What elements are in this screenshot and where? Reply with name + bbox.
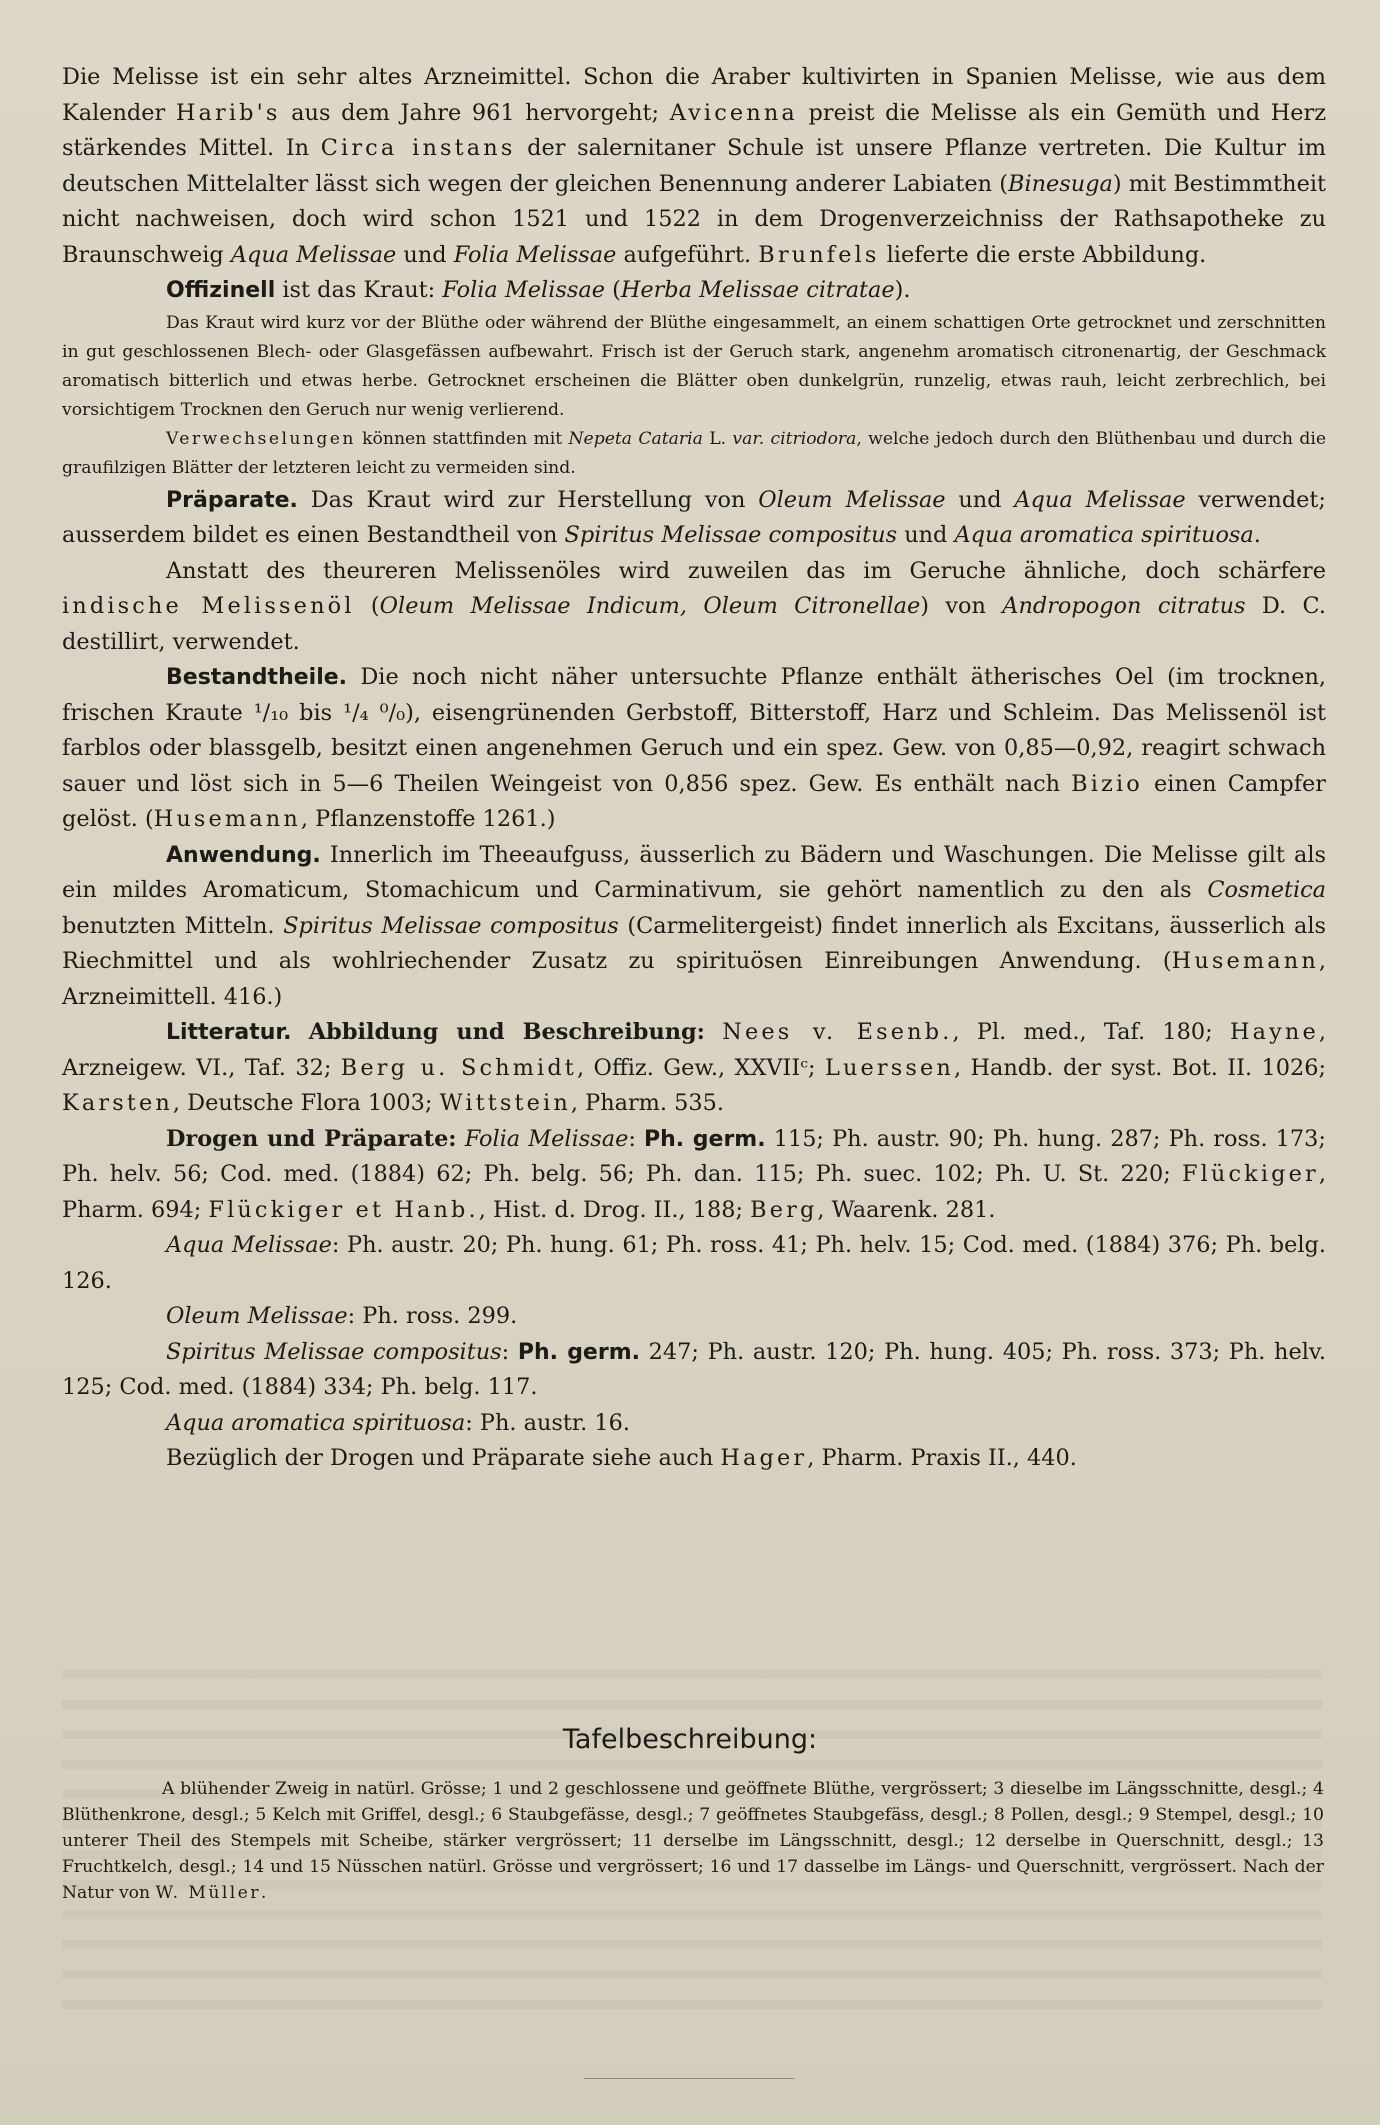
paragraph	[62, 273, 1326, 309]
text-run: , Pl. med., Taf. 180;	[952, 1019, 1230, 1045]
fraction: ¹/₄ ⁰/₀	[343, 699, 406, 726]
italic-term: Spiritus Melissae compositus	[166, 1338, 502, 1365]
text-run: D. C. destillirt, verwendet.	[62, 593, 1326, 655]
spaced-name: Verwechselungen	[166, 428, 356, 449]
paragraph	[62, 660, 1326, 838]
section-heading: Offizinell	[166, 278, 276, 303]
text-run: Bezüglich der Drogen und Präparate siehe auch	[166, 1445, 721, 1471]
text-run: benutzten Mitteln.	[62, 912, 284, 939]
text-run	[291, 1019, 308, 1045]
text-run: ) von	[920, 593, 1003, 619]
text-run: verwendet; ausserdem bildet es einen Bestandtheil von	[62, 486, 1326, 548]
subheading: Drogen und Präparate:	[166, 1125, 457, 1152]
text-run: A blühender Zweig in natürl. Grösse; 1 und 2 geschlossene und geöffnete Blüthe, vergrössert; 3 dieselbe im Längsschnitte, desgl.; 4 Blüthenkrone, desgl.; 5 Kelch mit Griffel, desgl.; 6 Staubgefässe, desgl.; 7 geöffnetes Staubgefäss, desgl.; 8 Pollen, desgl.; 9 Stempel, desgl.; 10 unterer Theil des Stempels mit Scheibe, stärker vergrössert; 11 derselbe im Längsschnitt, desgl.; 12 derselbe in Querschnitt, desgl.; 13 Fruchtkelch, desgl.; 14 und 15 Nüsschen natürl. Grösse und vergrössert; 16 und 17 dasselbe im Längs- und Querschnitt, vergrössert. Nach der Natur von	[62, 1779, 1324, 1903]
paragraph	[62, 1406, 1326, 1442]
section-heading: Bestandtheile.	[166, 665, 348, 690]
text-run: , Deutsche Flora 1003;	[172, 1090, 440, 1116]
paragraph	[62, 1299, 1326, 1335]
spaced-name: Berg u. Schmidt	[340, 1054, 577, 1081]
text-run: Die noch nicht näher untersuchte Pflanze enthält ätherisches Oel (im trocknen, frischen Kraute	[62, 664, 1326, 726]
italic-term: Folia Melissae	[453, 241, 617, 268]
paragraph	[62, 1122, 1326, 1229]
text-run: und	[396, 241, 454, 268]
text-run	[705, 1019, 722, 1045]
paragraph	[62, 1441, 1326, 1477]
text-run: (Carmelitergeist) findet innerlich als Excitans, äusserlich als Riechmittel und als wohlriechender Zusatz zu spirituösen Einreibungen Anwendung. (	[62, 912, 1327, 974]
spaced-name: Wittstein	[439, 1090, 571, 1116]
paragraph	[62, 554, 1326, 661]
text-run: einen Campfer gelöst. (	[62, 770, 1326, 832]
paragraph	[62, 483, 1326, 554]
text-run: (	[604, 277, 621, 303]
text-run: .	[260, 1883, 267, 1903]
text-run: :	[628, 1125, 644, 1152]
text-run: und	[897, 522, 955, 548]
text-run: aufgeführt.	[616, 241, 759, 268]
text-run: : Ph. austr. 20; Ph. hung. 61; Ph. ross. 41; Ph. helv. 15; Cod. med. (1884) 376; Ph. belg. 126.	[62, 1232, 1326, 1294]
main-text	[62, 60, 1326, 1477]
plate-description-paragraph	[62, 1776, 1324, 1906]
text-run: bis	[288, 699, 344, 726]
italic-term: Oleum Melissae Indicum, Oleum Citronellae	[379, 593, 921, 619]
text-run: ).	[894, 277, 911, 303]
text-run: 115; Ph. austr. 90; Ph. hung. 287; Ph. ross. 173; Ph. helv. 56; Cod. med. (1884) 62; Ph. belg. 56; Ph. dan. 115; Ph. suec. 102; Ph. U. St. 220;	[62, 1125, 1326, 1187]
spaced-name: Circa instans	[320, 135, 516, 161]
text-run: , Pharm. Praxis II., 440.	[807, 1445, 1077, 1471]
spaced-name: Karsten	[62, 1090, 173, 1116]
text-run: , Offiz. Gew., XXVIIᶜ;	[576, 1054, 825, 1081]
text-run: der salernitaner Schule ist unsere Pflanze vertreten. Die Kultur im deutschen Mittelalter lässt sich wegen der gleichen Benennung anderer Labiaten (	[62, 135, 1326, 197]
text-run: Das Kraut wird kurz vor der Blüthe oder während der Blüthe eingesammelt, an einem schattigen Orte getrocknet und zerschnitten in gut geschlossenen Blech- oder Glasgefässen aufbewahrt. Frisch ist der Geruch stark, angenehm aromatisch citronenartig, der Geschmack aromatisch bitterlich und etwas herbe. Getrocknet erscheinen die Blätter oben dunkelgrün, runzelig, etwas rauh, leicht zerbrechlich, bei vorsichtigem Trocknen den Geruch nur wenig verlierend.	[62, 312, 1326, 420]
text-run: , Arzneigew. VI., Taf. 32;	[62, 1019, 1326, 1081]
spaced-name: indische Melissenöl	[62, 593, 355, 619]
spaced-name: Flückiger	[1181, 1161, 1319, 1187]
paragraph	[62, 1335, 1326, 1406]
italic-term: Oleum Melissae	[758, 486, 946, 513]
italic-term: Aqua aromatica spirituosa	[166, 1409, 466, 1436]
text-run: ), eisengrünenden Gerbstoff, Bitterstoff, Harz und Schleim. Das Melissenöl ist farblos oder blassgelb, besitzt einen angenehmen Geruch und ein spez. Gew. von 0,85—0,92, reagirt schwach sauer und löst sich in 5—6 Theilen Weingeist von 0,856 spez. Gew. Es enthält nach	[62, 699, 1326, 797]
spaced-name: Husemann	[1171, 948, 1319, 974]
spaced-name: Luerssen	[824, 1054, 954, 1081]
text-run: ) mit Bestimmtheit nicht nachweisen, doch wird schon 1521 und 1522 in dem Drogenverzeichniss der Rathsapotheke zu Braunschweig	[62, 170, 1327, 268]
text-run: , Waarenk. 281.	[817, 1196, 996, 1223]
paragraph	[62, 1228, 1326, 1299]
text-run: Innerlich im Theeaufguss, äusserlich zu Bädern und Waschungen. Die Melisse gilt als ein mildes Aromaticum, Stomachicum und Carminativum, sie gehört namentlich zu den als	[62, 841, 1326, 903]
italic-term: Spiritus Melissae compositus	[283, 912, 619, 939]
text-run: : Ph. austr. 16.	[465, 1409, 630, 1436]
paragraph	[62, 425, 1326, 483]
paragraph	[62, 309, 1326, 425]
italic-term: Herba Melissae citratae	[620, 277, 895, 303]
subheading: Abbildung und Beschreibung:	[308, 1019, 705, 1045]
section-heading: Anwendung.	[166, 842, 321, 868]
italic-term: Folia Melissae	[442, 277, 605, 303]
spaced-name: W. Müller	[155, 1883, 261, 1903]
section-heading: Ph. germ.	[517, 1339, 640, 1365]
spaced-name: Harib's	[175, 99, 281, 126]
text-run: aus dem Jahre 961 hervorgeht;	[280, 99, 670, 126]
text-run: können stattfinden mit	[355, 428, 569, 449]
spaced-name: Nees v. Esenb.	[722, 1019, 953, 1045]
text-run: , welche jedoch durch den Blüthenbau und durch die graufilzigen Blätter der letzteren leicht zu vermeiden sind.	[62, 428, 1326, 478]
italic-term: Spiritus Melissae compositus	[564, 522, 898, 548]
italic-term: Aqua aromatica spirituosa	[954, 522, 1254, 548]
text-run: :	[501, 1338, 518, 1365]
italic-term: Folia Melissae	[464, 1125, 629, 1152]
spaced-name: Flückiger et Hanb.	[208, 1196, 479, 1223]
spaced-name: Hayne	[1229, 1019, 1319, 1045]
spaced-name: Husemann	[153, 806, 301, 832]
text-run: , Hist. d. Drog. II., 188;	[478, 1196, 751, 1223]
text-run: , Handb. der syst. Bot. II. 1026;	[953, 1054, 1326, 1081]
italic-term: Andropogon citratus	[1002, 593, 1246, 619]
section-heading: Litteratur.	[166, 1020, 292, 1045]
plate-description-heading: Tafelbeschreibung:	[562, 1724, 818, 1755]
italic-term: Cosmetica	[1207, 877, 1326, 903]
paragraph	[62, 60, 1326, 273]
closing-rule	[584, 2078, 794, 2079]
spaced-name: Bizio	[1071, 770, 1143, 797]
plate-description-text	[62, 1776, 1324, 1906]
italic-term: Oleum Melissae	[166, 1303, 348, 1329]
text-run: ist das Kraut:	[275, 277, 443, 303]
text-run: 247; Ph. austr. 120; Ph. hung. 405; Ph. ross. 373; Ph. helv. 125; Cod. med. (1884) 334; Ph. belg. 117.	[62, 1338, 1327, 1400]
text-run: (	[354, 593, 380, 619]
text-run: Das Kraut wird zur Herstellung von	[297, 486, 759, 513]
section-heading: Präparate.	[166, 487, 298, 513]
paragraph	[62, 1015, 1326, 1122]
text-run: , Pharm. 535.	[570, 1090, 725, 1116]
text-run: preist die Melisse als ein Gemüth und Herz stärkendes Mittel. In	[62, 99, 1326, 161]
spaced-name: Hager	[720, 1445, 808, 1471]
spaced-name: Avicenna	[669, 99, 798, 126]
text-run: , Pharm. 694;	[62, 1161, 1326, 1223]
text-run	[457, 1126, 465, 1152]
italic-term: Aqua Melissae	[230, 241, 397, 268]
fraction: ¹/₁₀	[253, 699, 289, 726]
section-heading: Ph. germ.	[644, 1126, 766, 1152]
italic-term: Binesuga	[1008, 170, 1113, 197]
text-run: : Ph. ross. 299.	[347, 1303, 518, 1329]
spaced-name: Berg	[750, 1196, 818, 1223]
italic-term: var. citriodora	[732, 428, 857, 449]
italic-term: Aqua Melissae	[1014, 486, 1186, 513]
text-run: , Arzneimittell. 416.)	[62, 948, 1326, 1010]
text-run: lieferte die erste Abbildung.	[879, 241, 1207, 268]
text-run: Die Melisse ist ein sehr altes Arzneimittel. Schon die Araber kultivirten in Spanien Melisse, wie aus dem Kalender	[62, 64, 1326, 126]
text-run: und	[945, 486, 1015, 513]
text-run: .	[1253, 522, 1261, 548]
text-run: L.	[702, 428, 733, 449]
spaced-name: Brunfels	[758, 241, 880, 268]
italic-term: Nepeta Cataria	[568, 428, 703, 449]
text-run: Anstatt des theureren Melissenöles wird zuweilen das im Geruche ähnliche, doch schärfere	[166, 557, 1326, 584]
text-run: , Pflanzenstoffe 1261.)	[300, 806, 556, 832]
italic-term: Aqua Melissae	[166, 1232, 332, 1258]
paragraph	[62, 838, 1326, 1016]
